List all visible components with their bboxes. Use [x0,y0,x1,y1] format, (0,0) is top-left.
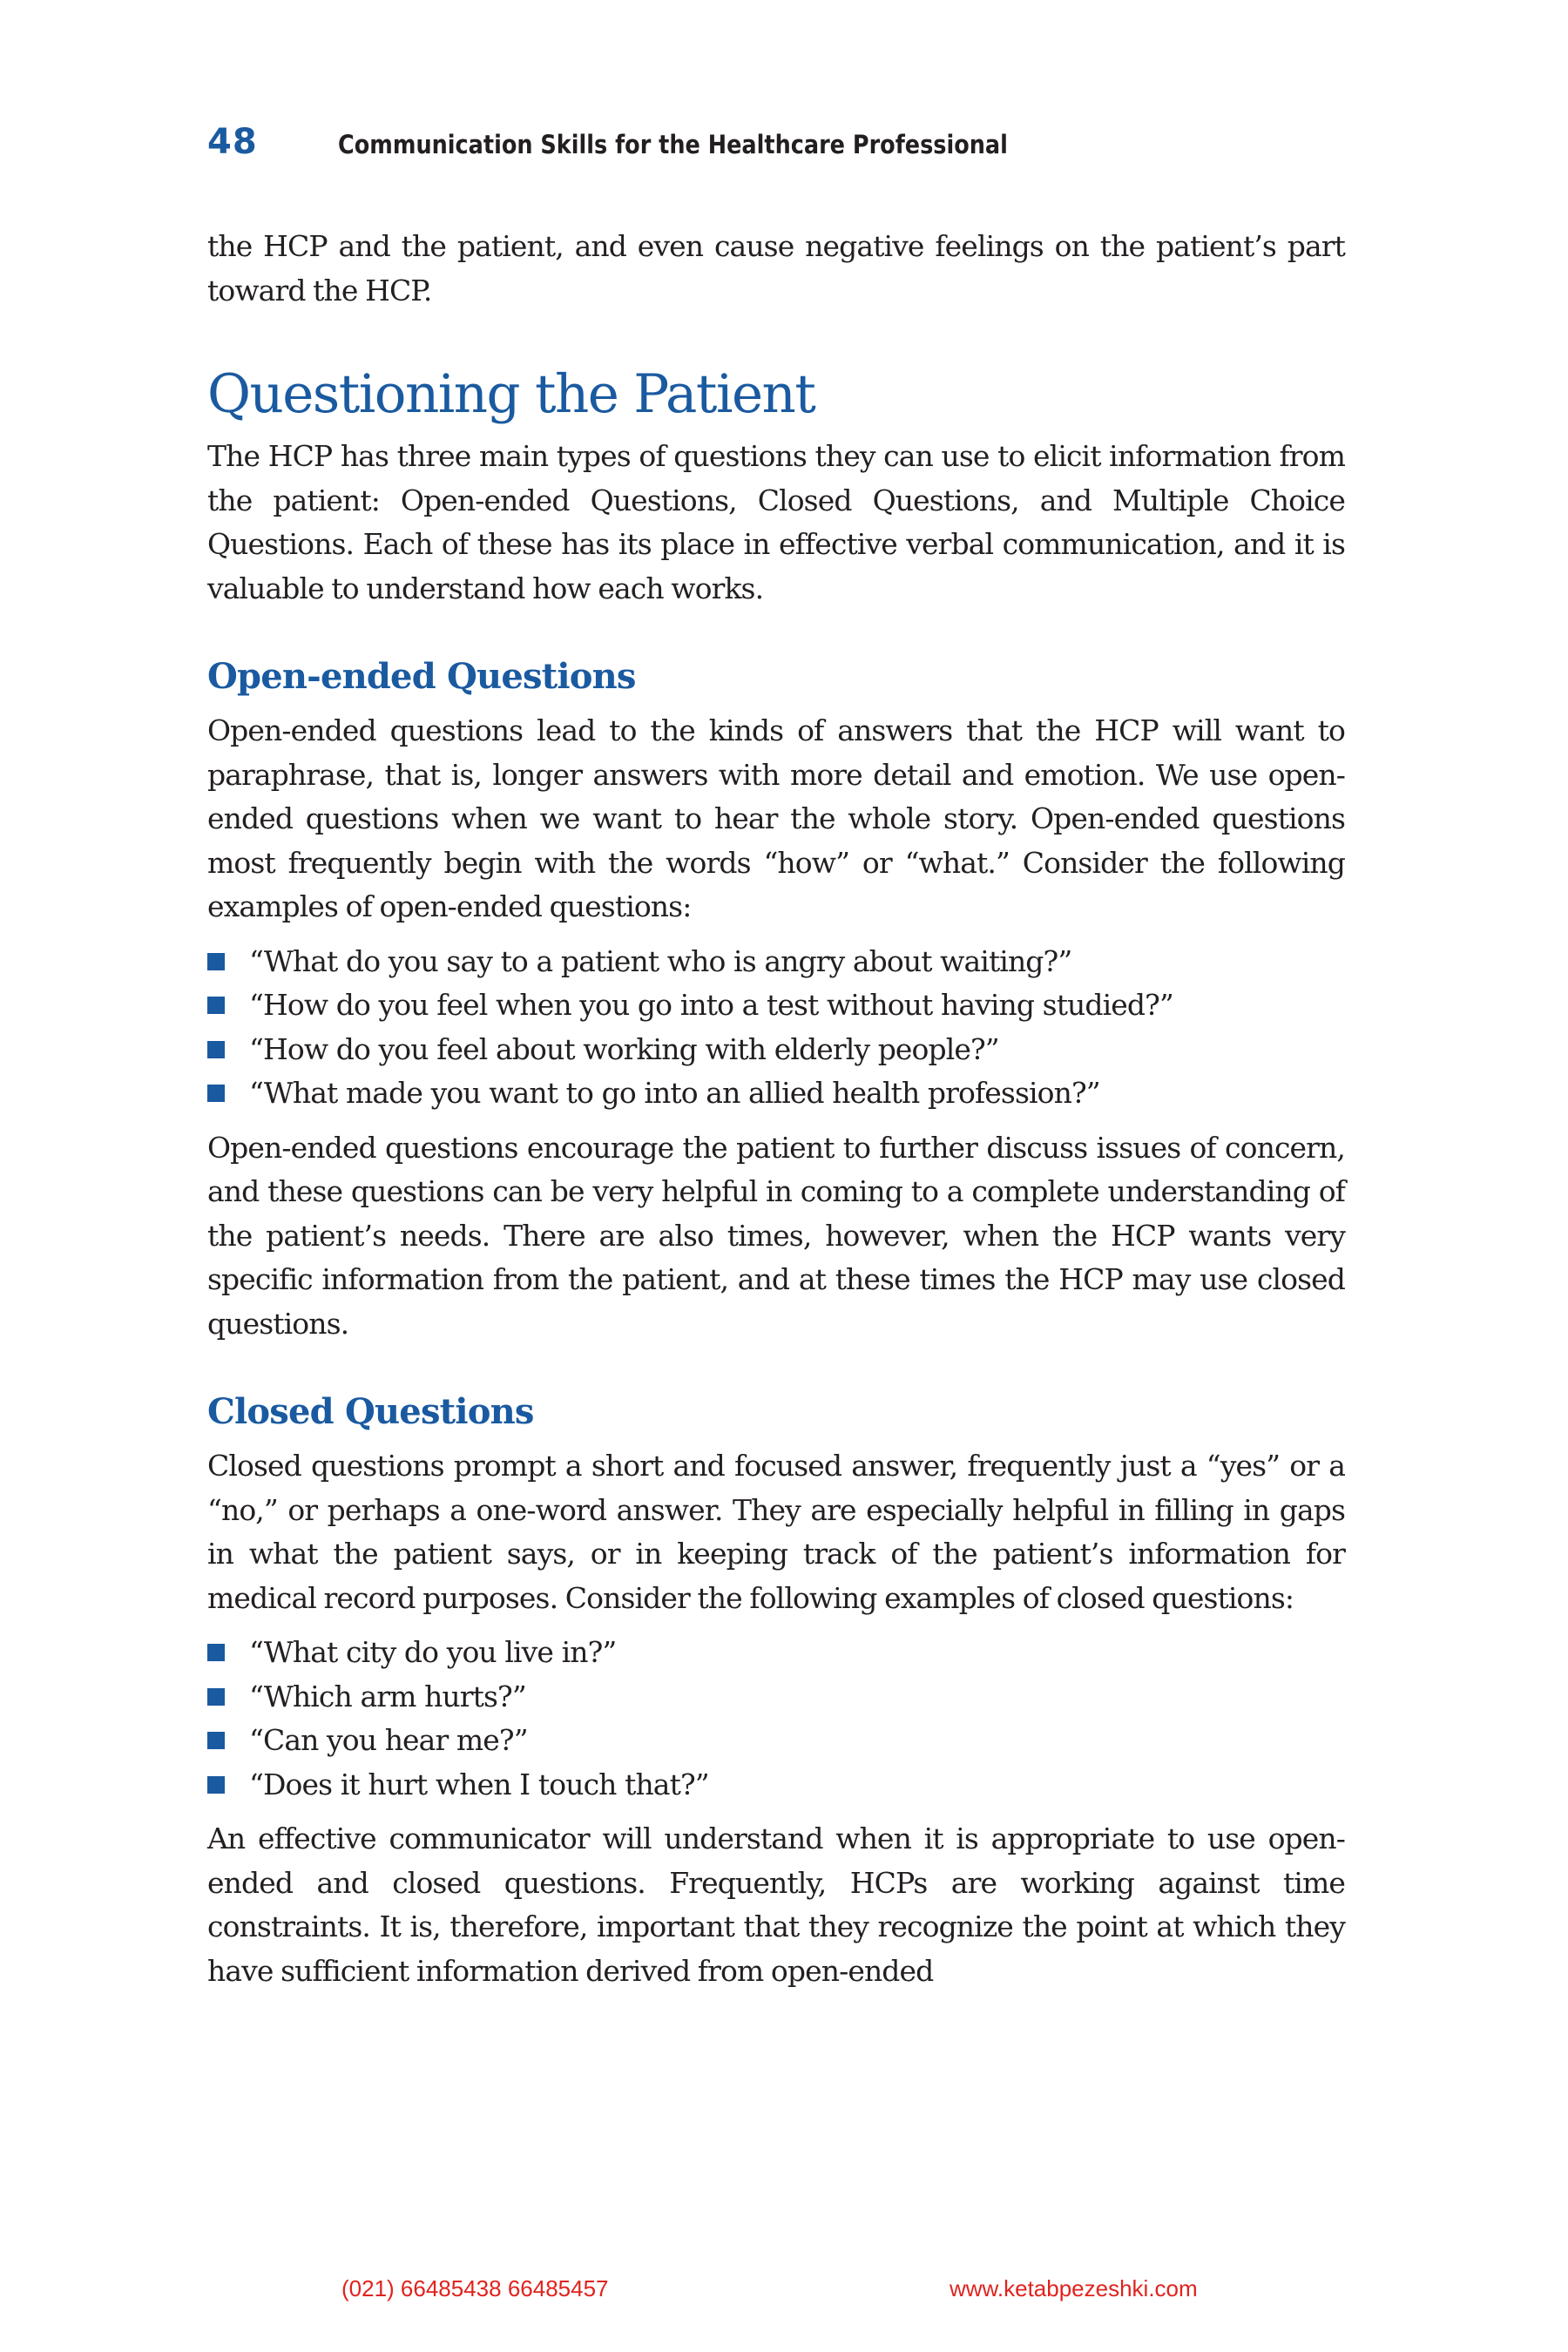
page-number: 48 [207,122,258,162]
closed-example-3: “Can you hear me?” [249,1723,528,1757]
bullet-square-icon [207,1041,225,1058]
bullet-square-icon [207,1644,225,1661]
list-item [207,1071,1345,1116]
list-item [207,1719,1345,1763]
open-ended-paragraph-2: Open-ended questions encourage the patient to further discuss issues of concern, and these questions can be very helpful in coming to a complete understanding of the patient’s needs. There are also times, however, when the HCP wants very specific information from the patient, and at these times the HCP may use closed questions. [207,1130,1345,1341]
bullet-square-icon [207,1732,225,1749]
open-ended-example-1: “What do you say to a patient who is angry about waiting?” [249,943,1072,978]
footer-website-link[interactable]: www.ketabpezeshki.com [950,2275,1198,2301]
list-item [207,1763,1345,1808]
list-item [207,1675,1345,1720]
open-ended-examples [207,940,1345,1116]
intro-paragraph: the HCP and the patient, and even cause negative feelings on the patient’s part toward the HCP. [207,229,1345,308]
running-title: Communication Skills for the Healthcare Professional [338,130,1008,159]
list-item [207,983,1345,1028]
section-title: Questioning the Patient [207,363,815,425]
page-body [207,225,1345,1993]
bullet-square-icon [207,953,225,970]
open-ended-example-2: “How do you feel when you go into a test without having studied?” [249,988,1173,1022]
open-ended-example-3: “How do you feel about working with elderly people?” [249,1031,999,1066]
open-ended-heading: Open-ended Questions [207,656,636,697]
closed-paragraph-1: Closed questions prompt a short and focused answer, frequently just a “yes” or a “no,” or perhaps a one-word answer. They are especially helpful in filling in gaps in what the patient says, or in keeping track of the patient’s information for medical record purposes. Consider the following examples of closed questions: [207,1449,1345,1615]
open-ended-paragraph-1: Open-ended questions lead to the kinds of answers that the HCP will want to paraphrase, that is, longer answers with more detail and emotion. We use open-ended questions when we want to hear the whole story. Open-ended questions most frequently begin with the words “how” or “what.” Consider the following examples of open-ended questions: [207,713,1345,923]
bullet-square-icon [207,1688,225,1706]
closed-example-4: “Does it hurt when I touch that?” [249,1767,709,1801]
section-paragraph: The HCP has three main types of questions they can use to elicit information from the patient: Open-ended Questions, Closed Questions, and Multiple Choice Questions. Each of these has its place in effective verbal communication, and it is valuable to understand how each works. [207,439,1345,605]
list-item [207,940,1345,984]
running-header [207,122,1392,171]
bullet-square-icon [207,997,225,1014]
closed-paragraph-2: An effective communicator will understand when it is appropriate to use open-ended and closed questions. Frequently, HCPs are working against time constraints. It is, therefore, important that they recognize the point at which they have sufficient information derived from open-ended [207,1821,1345,1988]
list-item [207,1028,1345,1072]
closed-examples [207,1631,1345,1807]
closed-example-1: “What city do you live in?” [249,1635,617,1669]
closed-example-2: “Which arm hurts?” [249,1679,526,1713]
list-item [207,1631,1345,1675]
bullet-square-icon [207,1776,225,1794]
page-footer [0,2275,1568,2310]
closed-heading: Closed Questions [207,1391,534,1432]
open-ended-example-4: “What made you want to go into an allied health profession?” [249,1076,1100,1110]
bullet-square-icon [207,1085,225,1102]
footer-phone: (021) 66485438 66485457 [341,2275,609,2301]
